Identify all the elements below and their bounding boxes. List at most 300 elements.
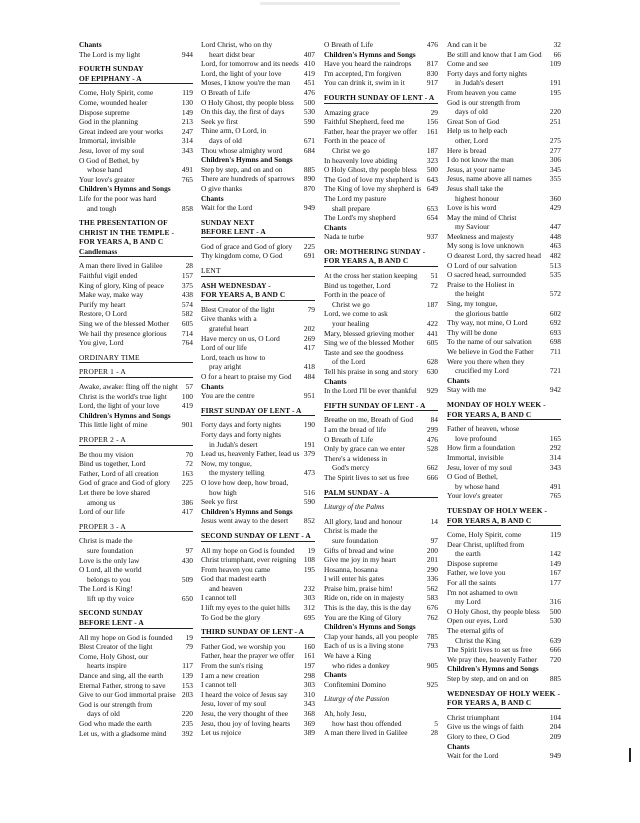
hymn-entry — [79, 633, 193, 643]
hymn-entry — [79, 681, 193, 691]
hymn-entry — [324, 156, 438, 166]
entry-title: the height — [455, 289, 485, 299]
hymn-entry — [79, 309, 193, 319]
section-heading — [79, 218, 193, 228]
hymn-number: 765 — [549, 491, 561, 501]
hymn-number: 447 — [549, 222, 561, 232]
hymn-entry — [324, 69, 438, 79]
hymn-entry — [201, 459, 315, 469]
entry-title: shall prepare — [332, 203, 370, 213]
section-subheading — [79, 522, 193, 533]
entry-title: Give thanks with a — [201, 314, 257, 324]
hymn-entry — [324, 309, 438, 319]
entry-title: You are the King of Glory — [324, 612, 402, 622]
hymn-entry — [79, 700, 193, 710]
entry-title: Christ is the world's true light — [79, 391, 167, 401]
entry-title: Children's Hymns and Songs — [79, 410, 171, 420]
hymn-entry — [447, 40, 561, 50]
hymn-number: 890 — [303, 174, 315, 184]
entry-title: how high — [209, 487, 237, 497]
hymn-number: 605 — [181, 319, 193, 329]
entry-title: This is the day, this is the day — [324, 603, 412, 613]
hymn-entry — [201, 146, 315, 156]
hymn-entry — [79, 556, 193, 566]
hymn-entry — [79, 498, 193, 508]
entry-title: by whose hand — [455, 481, 500, 491]
hymn-entry — [324, 232, 438, 242]
hymn-entry — [201, 516, 315, 526]
hymn-entry — [324, 367, 438, 377]
hymn-number: 84 — [430, 415, 438, 425]
hymn-entry — [447, 713, 561, 723]
entry-title: Ah, holy Jesu, — [324, 709, 367, 718]
hymn-entry — [201, 430, 315, 440]
hymn-entry — [324, 574, 438, 584]
entry-title: sure foundation — [87, 545, 134, 555]
entry-title: Jesus went away to the desert — [201, 516, 289, 526]
hymn-entry — [201, 50, 315, 60]
hymn-entry — [447, 299, 561, 309]
hymn-number: 500 — [426, 165, 438, 175]
entry-title: God of grace and God of glory — [79, 478, 171, 488]
entry-title: Love is the only law — [79, 555, 140, 565]
hymn-number: 277 — [549, 145, 561, 155]
entry-title: Chants — [447, 741, 470, 751]
section-heading — [447, 410, 561, 421]
entry-title: Father of heaven, whose — [447, 424, 520, 434]
entry-title: hearts inspire — [87, 661, 127, 671]
entry-title: The Lord is my light — [79, 49, 141, 59]
hymn-number: 917 — [426, 78, 438, 88]
entry-title: From heaven you came — [201, 564, 271, 574]
hymn-number: 225 — [303, 241, 315, 251]
entry-title: LENT — [201, 266, 221, 276]
entry-title: Have you heard the raindrops — [324, 59, 412, 69]
hymn-number: 14 — [430, 516, 438, 526]
scan-smudge — [260, 2, 400, 5]
hymn-entry — [201, 242, 315, 252]
hymn-number: 100 — [181, 391, 193, 401]
entry-title: Be still and know that I am God — [447, 49, 542, 59]
entry-title: On this day, the first of days — [201, 107, 285, 117]
entry-title: My song is love unknown — [447, 241, 524, 251]
hymn-number: 201 — [426, 555, 438, 565]
hymn-entry — [447, 328, 561, 338]
hymn-entry — [201, 680, 315, 690]
hymn-entry — [447, 174, 561, 184]
hymn-entry — [201, 603, 315, 613]
entry-title: PROPER 2 - A — [79, 434, 126, 444]
hymn-entry — [79, 420, 193, 430]
hymn-entry — [324, 329, 438, 339]
hymn-number: 666 — [426, 472, 438, 482]
entry-title: Come, Holy Ghost, our — [79, 651, 149, 661]
hymn-entry — [79, 281, 193, 291]
entry-title: FIFTH SUNDAY OF LENT - A — [324, 400, 426, 410]
hymn-number: 817 — [426, 59, 438, 69]
hymn-entry — [201, 88, 315, 98]
hymn-number: 235 — [181, 719, 193, 728]
hymn-number: 765 — [181, 174, 193, 184]
hymn-number: 885 — [549, 674, 561, 683]
hymn-number: 509 — [181, 574, 193, 584]
hymn-entry — [201, 690, 315, 700]
entry-title: Great Son of God — [447, 116, 500, 126]
entry-title: Praise him, praise him! — [324, 583, 393, 593]
entry-title: Breathe on me, Breath of God — [324, 415, 414, 425]
entry-title: Be thou my vision — [79, 449, 134, 459]
hymn-entry — [447, 588, 561, 598]
hymn-number: 476 — [426, 40, 438, 49]
entry-title: Praise to the Holiest in — [447, 279, 515, 289]
hymn-entry — [201, 584, 315, 594]
entry-title: days of old — [87, 709, 120, 719]
hymn-entry — [324, 444, 438, 454]
hymn-number: 191 — [549, 78, 561, 88]
hymn-number: 66 — [553, 49, 561, 59]
entry-title: Clap your hands, all you people — [324, 631, 419, 641]
entry-title: I lift my eyes to the quiet hills — [201, 603, 290, 613]
hymn-number: 417 — [303, 343, 315, 353]
hymn-entry — [447, 636, 561, 646]
entry-title: ASH WEDNESDAY - — [201, 280, 271, 290]
entry-title: I cannot tell — [201, 680, 237, 690]
hymn-entry — [324, 386, 438, 396]
hymn-entry — [447, 366, 561, 376]
entry-title: I cannot tell — [201, 593, 237, 603]
entry-title: From heaven you came — [447, 87, 517, 97]
hymn-entry — [79, 661, 193, 671]
entry-title: my Saviour — [455, 222, 490, 232]
entry-title: FOR YEARS A, B AND C — [447, 698, 532, 708]
entry-title: This little light of mine — [79, 420, 148, 430]
hymn-entry — [447, 597, 561, 607]
hymn-number: 649 — [426, 184, 438, 194]
hymn-entry — [201, 324, 315, 334]
entry-title: Wait for the Lord — [201, 203, 253, 213]
hymn-number: 574 — [181, 299, 193, 309]
hymn-number: 379 — [303, 449, 315, 459]
entry-title: Sing we of the blessed Mother — [79, 319, 170, 329]
hymn-entry — [201, 651, 315, 661]
entry-title: The King of love my shepherd is — [324, 184, 422, 194]
entry-title: Chants — [447, 375, 470, 385]
entry-title: Give to our God immortal praise — [79, 690, 176, 700]
entry-title: You give, Lord — [79, 338, 124, 348]
hymn-number: 476 — [303, 87, 315, 97]
entry-title: Father, we love you — [447, 568, 506, 578]
hymn-entry — [447, 146, 561, 156]
hymn-number: 220 — [181, 709, 193, 719]
hymn-entry — [324, 165, 438, 175]
hymn-entry — [447, 59, 561, 69]
entry-title: To God be the glory — [201, 612, 261, 622]
entry-title: FOR YEARS A, B AND C — [324, 256, 409, 266]
entry-title: The eternal gifts of — [447, 626, 504, 636]
hymn-number: 684 — [303, 145, 315, 155]
hymn-entry — [447, 165, 561, 175]
hymn-entry — [79, 690, 193, 700]
entry-title: the earth — [455, 549, 481, 559]
hymn-number: 572 — [549, 289, 561, 299]
hymn-number: 484 — [303, 372, 315, 381]
hymn-entry — [201, 671, 315, 681]
entry-title: Come, Holy Spirit, come — [447, 530, 522, 540]
hymn-number: 870 — [303, 183, 315, 193]
entry-title: Eternal Father, strong to save — [79, 680, 166, 690]
hymn-entry — [447, 289, 561, 299]
hymn-entry — [447, 751, 561, 761]
hymn-entry — [324, 146, 438, 156]
hymn-entry — [324, 78, 438, 88]
entry-title: Jesu, lover of my soul — [79, 145, 145, 155]
entry-title: Christ is made the — [324, 526, 378, 536]
hymn-entry — [201, 165, 315, 175]
hymn-entry — [201, 449, 315, 459]
entry-title: O love how deep, how broad, — [201, 477, 289, 487]
entry-title: Lord Christ, who on thy — [201, 40, 273, 49]
entry-title: Lord, for tomorrow and its needs — [201, 59, 299, 69]
hymn-entry — [447, 530, 561, 540]
entry-title: All my hope on God is founded — [79, 632, 173, 642]
hymn-entry — [201, 372, 315, 382]
hymn-number: 463 — [549, 241, 561, 251]
hymn-entry — [447, 732, 561, 742]
entry-title: Forty days and forty nights — [201, 420, 282, 430]
entry-title: We hail thy presence glorious — [79, 328, 167, 338]
hymn-number: 161 — [426, 126, 438, 136]
hymn-number: 375 — [181, 280, 193, 290]
hymn-entry — [79, 401, 193, 411]
hymn-number: 51 — [430, 271, 438, 281]
entry-title: God that madest earth — [201, 574, 267, 584]
hymn-entry — [79, 450, 193, 460]
hymn-entry — [201, 478, 315, 488]
hymn-entry — [447, 491, 561, 501]
entry-title: Lord of our life — [201, 343, 247, 353]
hymn-number: 885 — [303, 164, 315, 174]
entry-title: The Lord is King! — [79, 584, 133, 594]
entry-title: days of old — [209, 135, 242, 145]
hymn-number: 676 — [426, 603, 438, 613]
hymn-entry — [447, 559, 561, 569]
hymn-number: 500 — [303, 97, 315, 107]
entry-title: Restore, O Lord — [79, 309, 127, 319]
hymn-number: 852 — [303, 516, 315, 526]
hymn-entry — [447, 607, 561, 617]
entry-title: MONDAY OF HOLY WEEK - — [447, 399, 546, 409]
hymn-entry — [447, 453, 561, 463]
hymn-entry — [201, 314, 315, 324]
hymn-entry — [324, 425, 438, 435]
entry-title: I heard the voice of Jesus say — [201, 689, 288, 699]
entry-title: Tell his praise in song and story — [324, 367, 418, 376]
section-heading — [201, 218, 315, 228]
entry-title: God is our strength from — [79, 699, 153, 709]
entry-title: O Breath of Life — [324, 434, 374, 444]
hymn-entry — [79, 319, 193, 329]
entry-title: Chants — [324, 670, 347, 680]
category-heading — [79, 247, 193, 258]
hymn-entry — [324, 184, 438, 194]
hymn-entry — [324, 651, 438, 661]
hymn-entry — [324, 175, 438, 185]
entry-title: Lord of our life — [79, 507, 125, 517]
hymn-entry — [447, 674, 561, 684]
hymn-number: 418 — [303, 362, 315, 372]
hymn-number: 343 — [181, 145, 193, 155]
section-heading — [79, 237, 193, 247]
entry-title: At the cross her station keeping — [324, 271, 418, 281]
entry-title: O Holy Ghost, thy people bless — [324, 165, 417, 175]
entry-title: All glory, laud and honour — [324, 516, 403, 526]
entry-title: O Breath of Life — [201, 87, 251, 97]
hymn-number: 721 — [549, 366, 561, 376]
hymn-entry — [324, 536, 438, 546]
entry-title: Jesu, the very thought of thee — [201, 709, 289, 718]
entry-title: Children's Hymns and Songs — [201, 506, 293, 516]
hymn-entry — [79, 127, 193, 137]
entry-title: Thou whose almighty word — [201, 145, 283, 155]
entry-title: A man there lived in Galilee — [79, 261, 163, 271]
hymn-number: 269 — [303, 333, 315, 343]
entry-title: Father, hear the prayer we offer — [324, 126, 418, 136]
hymn-number: 929 — [426, 386, 438, 396]
hymn-entry — [447, 50, 561, 60]
hymn-number: 29 — [430, 107, 438, 117]
hymn-entry — [79, 594, 193, 604]
hymn-number: 202 — [303, 324, 315, 334]
section-heading — [79, 64, 193, 74]
hymn-number: 139 — [181, 671, 193, 681]
entry-title: God who made the earth — [79, 719, 152, 728]
hymn-number: 695 — [303, 612, 315, 622]
entry-title: Thy kingdom come, O God — [201, 251, 283, 261]
hymn-entry — [324, 117, 438, 127]
hymn-number: 303 — [303, 593, 315, 603]
hymn-entry — [324, 555, 438, 565]
scan-edge-mark — [629, 748, 631, 762]
hymn-number: 187 — [426, 145, 438, 155]
hymn-entry — [201, 184, 315, 194]
hymn-number: 951 — [303, 391, 315, 401]
hymn-entry — [447, 98, 561, 108]
hymn-entry — [447, 69, 561, 79]
category-heading — [201, 382, 315, 392]
entry-title: crucified my Lord — [455, 366, 509, 376]
hymn-entry — [201, 174, 315, 184]
category-heading — [447, 376, 561, 386]
entry-title: Step by step, and on and on — [447, 674, 529, 683]
hymn-number: 312 — [303, 603, 315, 613]
hymn-number: 79 — [307, 304, 315, 314]
entry-title: the glorious battle — [455, 308, 509, 318]
entry-title: love profound — [455, 433, 497, 443]
entry-title: Awake, awake: fling off the night — [79, 382, 178, 391]
hymn-number: 590 — [303, 497, 315, 507]
hymn-entry — [201, 488, 315, 498]
entry-title: The God of love my shepherd is — [324, 174, 420, 184]
hymn-number: 482 — [549, 251, 561, 261]
entry-title: In the Lord I'll be ever thankful — [324, 386, 417, 396]
hymn-number: 430 — [181, 555, 193, 565]
hymn-number: 602 — [549, 308, 561, 318]
entry-title: Make way, make way — [79, 290, 144, 300]
hymn-number: 949 — [549, 751, 561, 761]
entry-title: BEFORE LENT - A — [201, 227, 266, 237]
hymn-entry — [79, 536, 193, 546]
hymn-entry — [324, 40, 438, 50]
hymn-entry — [201, 251, 315, 261]
entry-title: PROPER 1 - A — [79, 367, 126, 377]
section-heading — [447, 689, 561, 699]
hymn-entry — [324, 415, 438, 425]
hymn-number: 251 — [549, 116, 561, 126]
hymn-number: 197 — [303, 661, 315, 671]
section-heading — [324, 247, 438, 257]
hymn-entry — [447, 280, 561, 290]
liturgy-heading — [324, 694, 438, 704]
entry-title: Have mercy on us, O Lord — [201, 333, 280, 343]
hymn-entry — [447, 203, 561, 213]
entry-title: All my hope on God is founded — [201, 545, 295, 555]
hymn-entry — [201, 117, 315, 127]
entry-title: Were you there when they — [447, 356, 525, 366]
entry-title: BEFORE LENT - A — [79, 618, 144, 628]
entry-title: Glory to thee, O God — [447, 731, 510, 741]
entry-title: How firm a foundation — [447, 443, 515, 453]
hymn-entry — [447, 126, 561, 136]
entry-title: I am a new creation — [201, 670, 260, 680]
entry-title: my Lord — [455, 597, 481, 607]
entry-title: The Lord my pasture — [324, 193, 387, 203]
hymn-number: 513 — [549, 260, 561, 270]
hymn-entry — [324, 319, 438, 329]
hymn-entry — [79, 671, 193, 681]
hymn-number: 491 — [181, 165, 193, 175]
entry-title: Forty days and forty nights — [447, 68, 528, 78]
hymn-entry — [324, 204, 438, 214]
hymn-entry — [79, 478, 193, 488]
hymn-entry — [79, 290, 193, 300]
entry-title: Immortal, invisible — [447, 452, 504, 462]
entry-title: Christ we go — [332, 145, 370, 155]
entry-title: WEDNESDAY OF HOLY WEEK - — [447, 688, 561, 698]
entry-title: FOR YEARS A, B AND C — [447, 409, 532, 419]
hymn-number: 19 — [185, 632, 193, 642]
hymn-number: 666 — [549, 645, 561, 655]
entry-title: Meekness and majesty — [447, 231, 514, 241]
entry-title: in Judah's desert — [209, 439, 258, 449]
entry-title: your healing — [332, 319, 370, 329]
entry-title: And can it be — [447, 40, 487, 49]
hymn-entry — [79, 271, 193, 281]
category-heading — [447, 664, 561, 674]
index-column-1 — [79, 40, 193, 738]
section-subheading — [201, 266, 315, 277]
section-heading — [201, 290, 315, 301]
hymn-entry — [324, 728, 438, 738]
hymn-entry — [79, 329, 193, 339]
hymn-entry — [447, 616, 561, 626]
hymn-entry — [201, 613, 315, 623]
entry-title: Each of us is a living stone — [324, 641, 404, 651]
entry-title: God is our strength from — [447, 97, 521, 107]
hymn-number: 590 — [303, 116, 315, 126]
entry-title: May the mind of Christ — [447, 212, 517, 222]
entry-title: Dispose supreme — [79, 107, 130, 117]
category-heading — [79, 184, 193, 194]
